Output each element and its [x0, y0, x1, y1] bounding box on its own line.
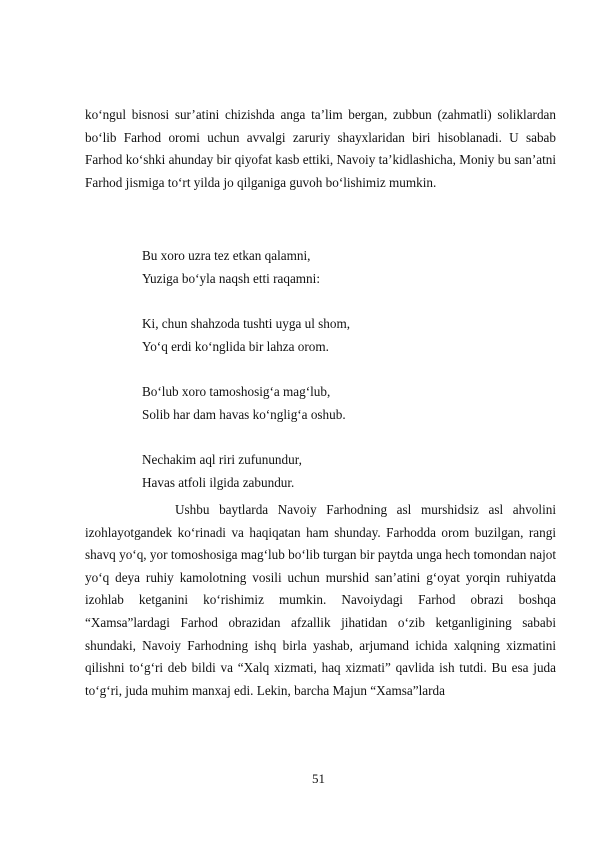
verse-stanza-1	[142, 245, 320, 290]
verse-stanza-3	[142, 381, 346, 426]
verse-line: Bo‘lub xoro tamoshosig‘a mag‘lub,	[142, 384, 331, 399]
verse-line: Ki, chun shahzoda tushti uyga ul shom,	[142, 316, 351, 331]
paragraph-commentary: Ushbu baytlarda Navoiy Farhodning asl murshidsiz asl ahvolini izohlayotgandek ko‘rinadi va haqiqatan ham shunday. Farhodda orom buzilgan, rangi shavq yo‘q, yor tomoshosiga mag‘lub bo‘lib turgan bir paytda unga hech tomondan najot yo‘q deya ruhiy kamolotning vosili uchun murshid san’atini g‘oyat yorqin ruhiyatda izohlab ketganini ko‘rishimiz mumkin. Navoiydagi Farhod obrazi boshqa “Xamsa”lardagi Farhod obrazidan afzallik jihatidan o‘zib ketganligining sababi shundaki, Navoiy Farhodning ishq birla yashab, arjumand ichida xalqning xizmatini qilishni to‘g‘ri deb bildi va “Xalq xizmati, haq xizmati” qavlida ish tutdi. Bu esa juda to‘g‘ri, juda muhim manxaj edi. Lekin, barcha Majun “Xamsa”larda	[85, 502, 556, 698]
verse-line: Nechakim aql riri zufunundur,	[142, 452, 302, 467]
page-number: 51	[312, 771, 325, 786]
verse-line: Havas atfoli ilgida zabundur.	[142, 474, 295, 490]
verse-stanza-4	[142, 449, 302, 494]
verse-line: Bu xoro uzra tez etkan qalamni,	[142, 248, 311, 263]
verse-line: Solib har dam havas ko‘nglig‘a oshub.	[142, 406, 346, 422]
verse-stanza-2	[142, 313, 350, 358]
verse-line: Yuziga bo‘yla naqsh etti raqamni:	[142, 270, 320, 286]
verse-line: Yo‘q erdi ko‘nglida bir lahza orom.	[142, 338, 329, 354]
paragraph-intro: ko‘ngul bisnosi sur’atini chizishda anga ta’lim bergan, zubbun (zahmatli) soliklardan bo‘lib Farhod oromi uchun avvalgi zaruriy shayxlaridan biri hisoblanadi. U sabab Farhod ko‘shki ahunday bir qiyofat kasb ettiki, Navoiy ta’kidlashicha, Moniy bu san’atni Farhod jismiga to‘rt yilda jo qilganiga guvoh bo‘lishimiz mumkin.	[85, 107, 556, 190]
